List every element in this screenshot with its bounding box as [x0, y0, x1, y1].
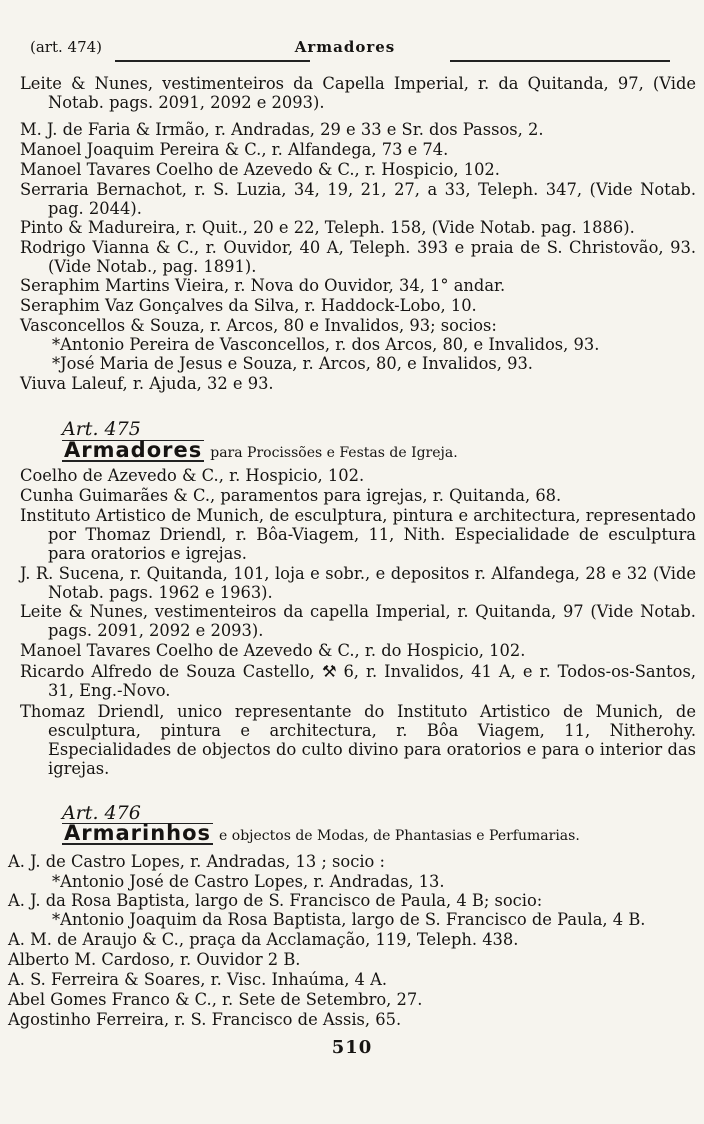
page-header — [20, 38, 670, 62]
listing-entry: Seraphim Vaz Gonçalves da Silva, r. Haddock-Lobo, 10. — [20, 296, 477, 315]
listing-entry: Coelho de Azevedo & C., r. Hospicio, 102. — [20, 466, 365, 485]
section-heading — [62, 440, 458, 462]
listing-entry: M. J. de Faria & Irmão, r. Andradas, 29 e 33 e Sr. dos Passos, 2. — [20, 120, 544, 139]
listing-entry: Vasconcellos & Souza, r. Arcos, 80 e Invalidos, 93; socios: — [20, 316, 497, 335]
listing-entry: Instituto Artistico de Munich, de esculptura, pintura e architectura, representado por Thomaz Driendl, r. Bôa-Viagem, 11, Nith. Especialidade de esculptura para oratorios e igrejas. — [20, 506, 696, 563]
section-title: Armadores — [64, 438, 203, 462]
section-title: Armarinhos — [64, 821, 212, 845]
header-rule-left — [115, 60, 310, 62]
section-subtitle: para Procissões e Festas de Igreja. — [210, 445, 458, 461]
listing-entry: A. M. de Araujo & C., praça da Acclamação, 119, Teleph. 438. — [8, 930, 519, 949]
listing-entry: Pinto & Madureira, r. Quit., 20 e 22, Teleph. 158, (Vide Notab. pag. 1886). — [20, 218, 635, 237]
listing-entry: A. J. da Rosa Baptista, largo de S. Francisco de Paula, 4 B; socio: — [8, 891, 543, 910]
listing-entry: J. R. Sucena, r. Quitanda, 101, loja e sobr., e depositos r. Alfandega, 28 e 32 (Vide Notab. pags. 1962 e 1963). — [20, 564, 696, 602]
listing-entry: A. S. Ferreira & Soares, r. Visc. Inhaúma, 4 A. — [8, 970, 388, 989]
article-number: Art. 475 — [62, 418, 141, 440]
listing-entry: Agostinho Ferreira, r. S. Francisco de Assis, 65. — [8, 1010, 402, 1029]
listing-entry: Rodrigo Vianna & C., r. Ouvidor, 40 A, Teleph. 393 e praia de S. Christovão, 93. (Vide Notab., pag. 1891). — [20, 238, 696, 276]
listing-entry: Manoel Joaquim Pereira & C., r. Alfandega, 73 e 74. — [20, 140, 449, 159]
listing-entry: Viuva Laleuf, r. Ajuda, 32 e 93. — [20, 374, 274, 393]
article-number: Art. 476 — [62, 802, 141, 824]
header-section-title: Armadores — [294, 38, 396, 56]
listing-entry: Leite & Nunes, vestimenteiros da Capella Imperial, r. da Quitanda, 97, (Vide Notab. pags. 2091, 2092 e 2093). — [20, 74, 696, 112]
listing-entry: Seraphim Martins Vieira, r. Nova do Ouvidor, 34, 1° andar. — [20, 276, 506, 295]
listing-entry: Thomaz Driendl, unico representante do Instituto Artistico de Munich, de esculptura, pintura e architectura, r. Bôa Viagem, 11, Nitherohy. Especialidades de objectos do culto divino para oratorios e para o interior das igrejas. — [20, 702, 696, 778]
section-subtitle: e objectos de Modas, de Phantasias e Perfumarias. — [219, 828, 580, 844]
listing-entry: Alberto M. Cardoso, r. Ouvidor 2 B. — [8, 950, 301, 969]
listing-subentry: *Antonio Pereira de Vasconcellos, r. dos Arcos, 80, e Invalidos, 93. — [52, 335, 600, 354]
listing-subentry: *Antonio Joaquim da Rosa Baptista, largo de S. Francisco de Paula, 4 B. — [52, 910, 646, 929]
listing-entry: Cunha Guimarães & C., paramentos para igrejas, r. Quitanda, 68. — [20, 486, 562, 505]
listing-entry: Abel Gomes Franco & C., r. Sete de Setembro, 27. — [8, 990, 423, 1009]
listing-entry: Manoel Tavares Coelho de Azevedo & C., r. Hospicio, 102. — [20, 160, 500, 179]
header-rule-right — [450, 60, 670, 62]
section-heading — [62, 823, 580, 845]
listing-entry: Manoel Tavares Coelho de Azevedo & C., r. do Hospicio, 102. — [20, 641, 526, 660]
listing-entry: Serraria Bernachot, r. S. Luzia, 34, 19, 21, 27, a 33, Teleph. 347, (Vide Notab. pag. 2044). — [20, 180, 696, 218]
page-number: 510 — [331, 1037, 373, 1058]
listing-subentry: *José Maria de Jesus e Souza, r. Arcos, 80, e Invalidos, 93. — [52, 354, 533, 373]
header-article-ref: (art. 474) — [30, 38, 103, 56]
listing-subentry: *Antonio José de Castro Lopes, r. Andradas, 13. — [52, 872, 445, 891]
listing-entry: Leite & Nunes, vestimenteiros da capella Imperial, r. Quitanda, 97 (Vide Notab. pags. 2091, 2092 e 2093). — [20, 602, 696, 640]
listing-entry: A. J. de Castro Lopes, r. Andradas, 13 ; socio : — [8, 852, 385, 871]
listing-entry: Ricardo Alfredo de Souza Castello, ⚒ 6, r. Invalidos, 41 A, e r. Todos-os-Santos, 31, Eng.-Novo. — [20, 662, 696, 700]
